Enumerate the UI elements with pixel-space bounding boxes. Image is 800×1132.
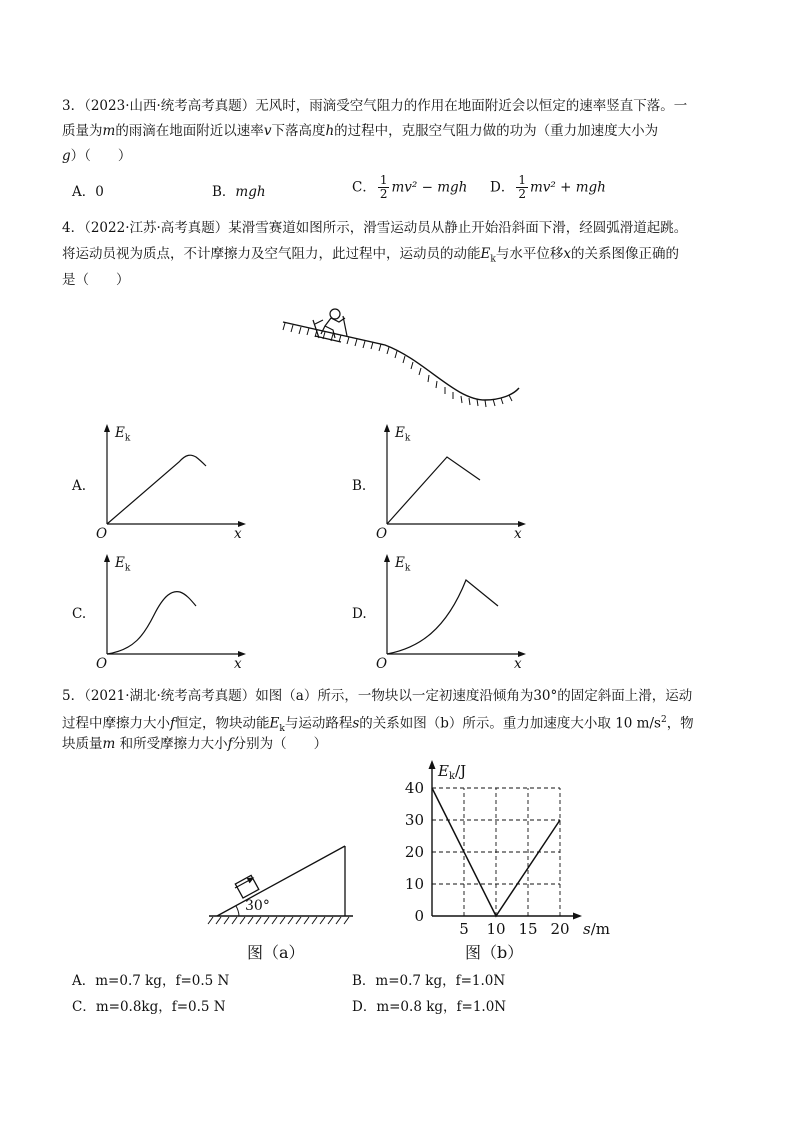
graph-b-xlabel: x <box>514 526 522 542</box>
q5-option-a[interactable]: A．m=0.7 kg，f=0.5 N <box>72 973 230 989</box>
q4-option-a-label[interactable]: A. <box>72 478 87 494</box>
incline-figure <box>205 840 365 925</box>
graph-c-xlabel: x <box>234 656 242 672</box>
y-axis-arrow <box>429 760 436 769</box>
q5-line3: 块质量m 和所受摩擦力大小f分别为（ ） <box>62 736 328 752</box>
q3-line3: g）（ ） <box>62 148 132 164</box>
y-tick-label: 0 <box>414 907 424 925</box>
x-axis-label: s/m <box>583 920 610 938</box>
x-tick-label: 20 <box>550 920 570 938</box>
fig-b-caption: 图（b） <box>465 943 524 962</box>
x-axis-arrow <box>573 913 582 920</box>
q4-option-d-label[interactable]: D. <box>352 606 367 622</box>
incline-angle-label: 30° <box>245 898 270 914</box>
q5-line1: 5．（2021·湖北·统考高考真题）如图（a）所示，一物块以一定初速度沿倾角为30°的固定斜面上滑，运动 <box>62 688 693 704</box>
q5-line2: 过程中摩擦力大小f恒定，物块动能$E_k$与运动路程s的关系如图（b）所示。重力加速度大小取 10 $m/s^2$，物 <box>62 715 694 735</box>
q4-line3: 是（ ） <box>62 272 130 288</box>
graph-b-origin: O <box>376 526 388 542</box>
y-axis-label: $E_k/J$ <box>438 762 467 782</box>
graph-a-origin: O <box>96 526 108 542</box>
q3-option-b[interactable]: B．mgh <box>212 184 266 200</box>
q3-line1: 3．（2023·山西·统考高考真题）无风时，雨滴受空气阻力的作用在地面附近会以恒定的速率竖直下落。一 <box>62 98 688 114</box>
graph-c-ylabel: $E_k$ <box>115 555 131 574</box>
q3-line2: 质量为m的雨滴在地面附近以速率v下落高度h的过程中，克服空气阻力做的功为（重力加速度大小为 <box>62 123 659 139</box>
q5-option-c[interactable]: C．m=0.8kg，f=0.5 N <box>72 999 226 1015</box>
q3-option-d[interactable]: D． $\frac{1}{2}$ mv² + mgh <box>490 173 606 201</box>
q3-option-c[interactable]: C． $\frac{1}{2}$ mv² − mgh <box>352 173 468 201</box>
q4-line2: 将运动员视为质点，不计摩擦力及空气阻力，此过程中，运动员的动能$E_k$与水平位移x的关系图像正确的 <box>62 246 679 265</box>
y-tick-label: 20 <box>404 843 424 861</box>
x-tick-label: 15 <box>518 920 538 938</box>
q4-line1: 4．（2022·江苏·高考真题）某滑雪赛道如图所示，滑雪运动员从静止开始沿斜面下滑，经圆弧滑道起跳。 <box>62 220 688 236</box>
q5-option-b[interactable]: B．m=0.7 kg，f=1.0N <box>352 973 506 989</box>
graph-a-ylabel: $E_k$ <box>115 425 131 444</box>
fig-a-caption: 图（a） <box>247 943 305 962</box>
graph-b-ylabel: $E_k$ <box>395 425 411 444</box>
y-tick-label: 30 <box>404 811 424 829</box>
y-tick-label: 10 <box>404 875 424 893</box>
graph-d-origin: O <box>376 656 388 672</box>
graph-d-ylabel: $E_k$ <box>395 555 411 574</box>
ski-slope-figure <box>275 300 525 415</box>
skier-icon <box>313 309 347 342</box>
ek-s-chart <box>380 756 620 941</box>
q5-option-d[interactable]: D．m=0.8 kg，f=1.0N <box>352 999 507 1015</box>
graph-c-origin: O <box>96 656 108 672</box>
graph-a-xlabel: x <box>234 526 242 542</box>
x-tick-label: 5 <box>459 920 469 938</box>
x-tick-label: 10 <box>486 920 506 938</box>
q4-option-c-label[interactable]: C. <box>72 606 87 622</box>
graph-d-xlabel: x <box>514 656 522 672</box>
q4-option-b-label[interactable]: B. <box>352 478 367 494</box>
q3-option-a[interactable]: A．0 <box>72 184 104 200</box>
y-tick-label: 40 <box>404 779 424 797</box>
